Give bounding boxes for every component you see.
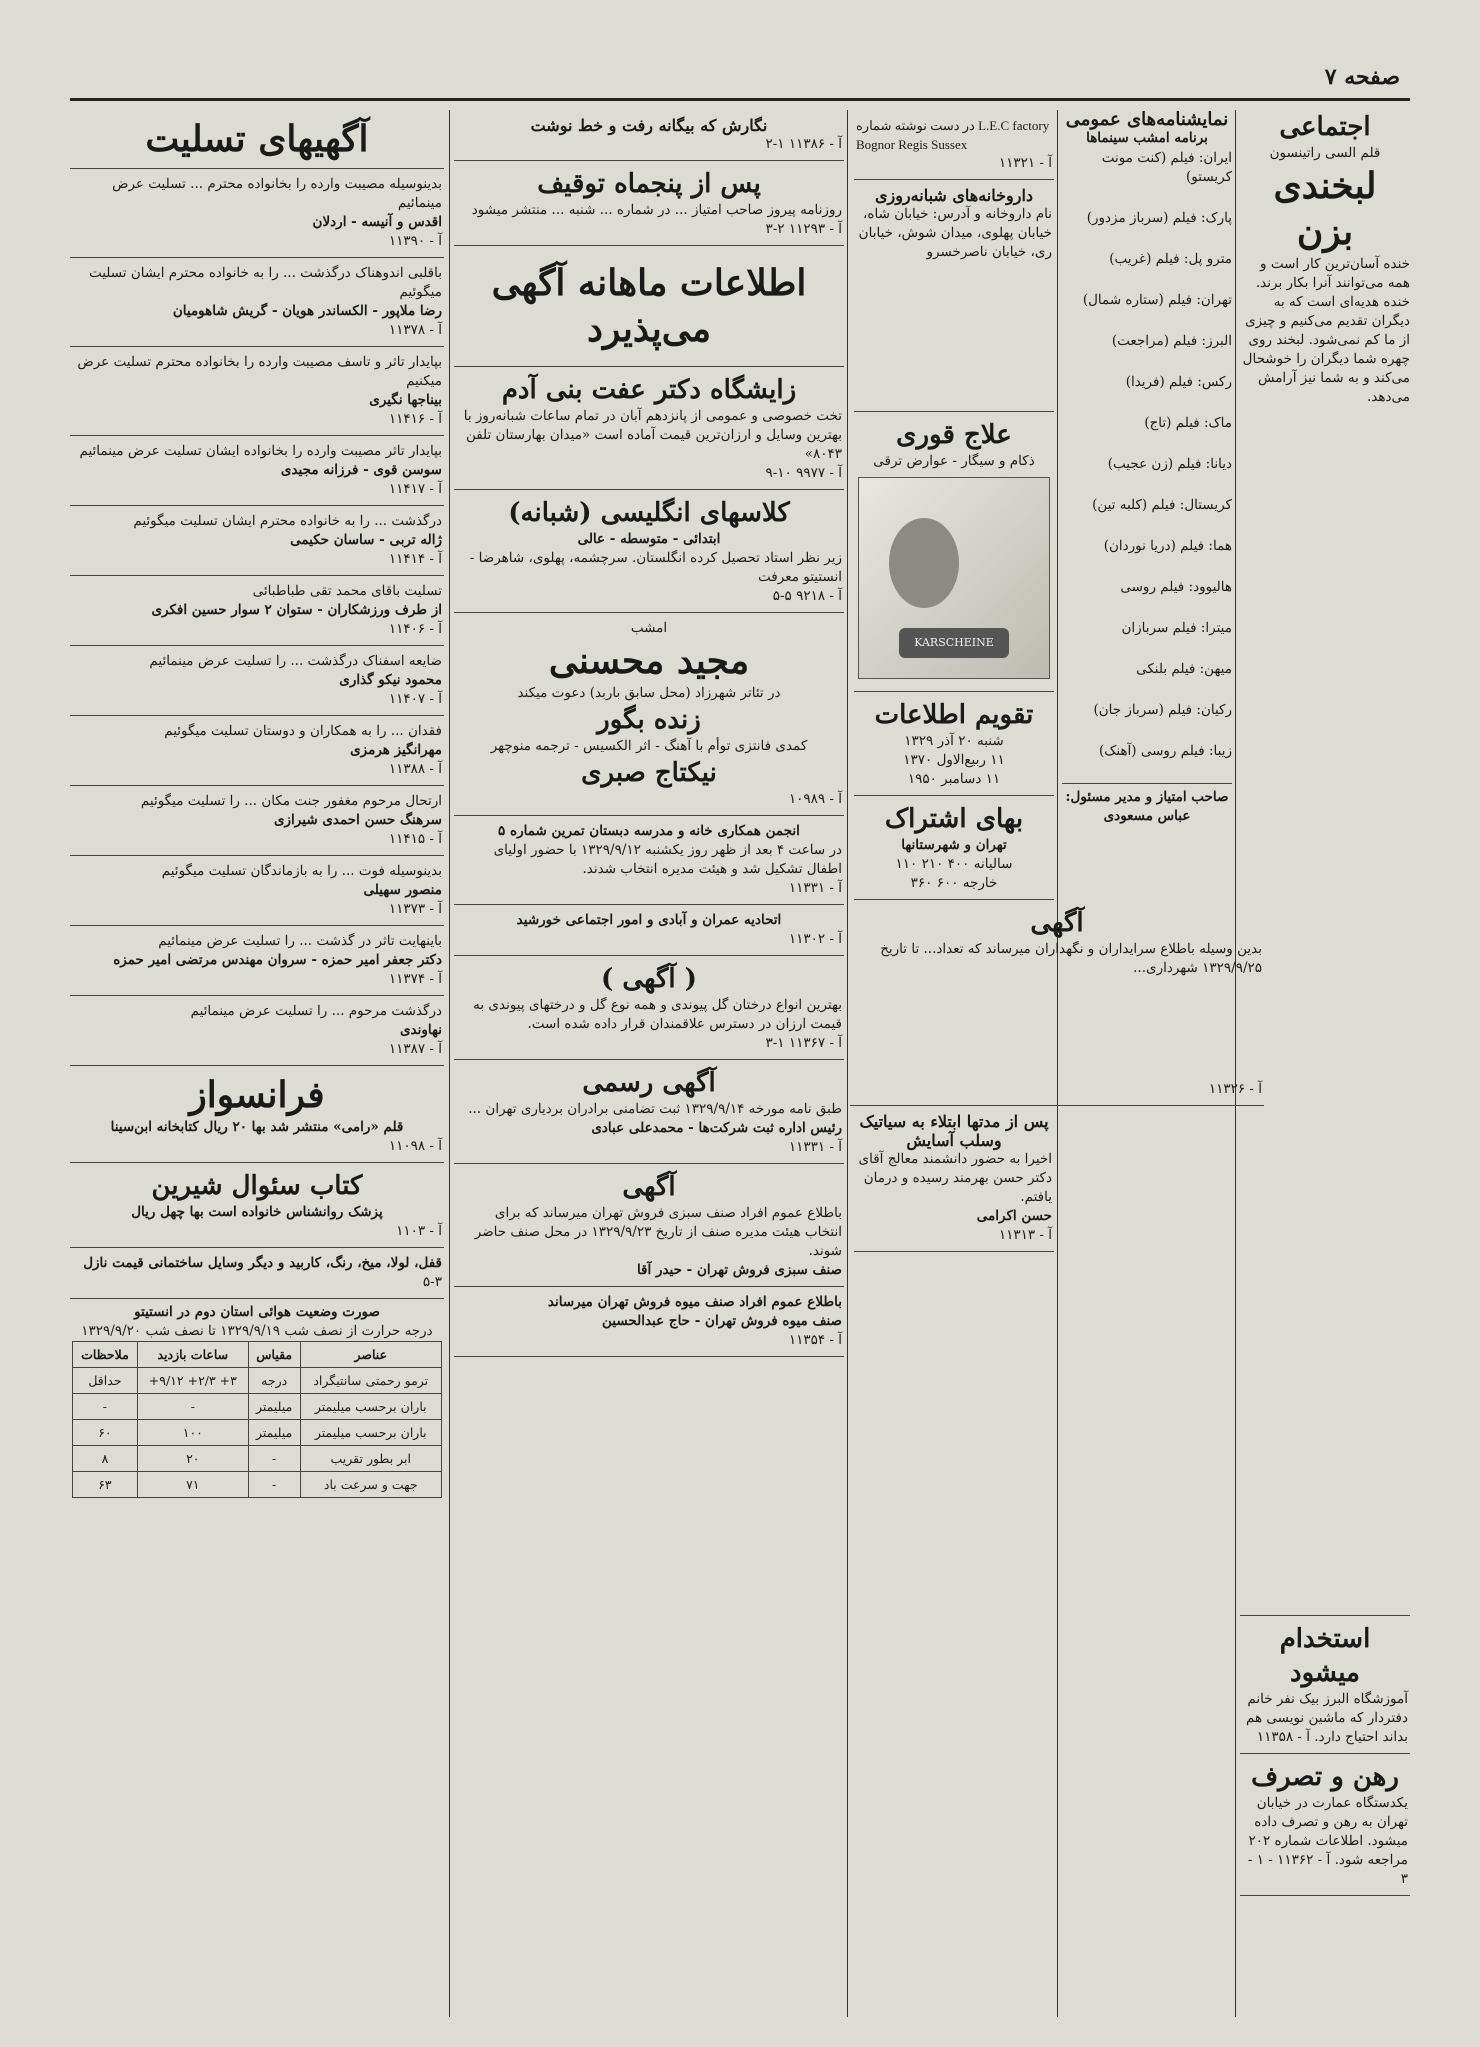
condolence-ref: آ - ۱۱۳۷۴ [388, 971, 442, 987]
weather-cell: حداقل [73, 1368, 138, 1394]
weather-header: ملاحظات [73, 1342, 138, 1368]
greengrocer-title: آگهی [622, 1172, 676, 1202]
subscription-title: بهای اشتراک [884, 804, 1024, 834]
condolence-item [70, 258, 444, 347]
pharmacy-body: نام داروخانه و آدرس: خیابان شاه، خیابان پهلوی، میدان شوش، خیابان ری، خیابان ناصرخسرو [858, 206, 1052, 260]
play-title: زنده بگور [597, 705, 701, 735]
greengrocer-ad [454, 1164, 844, 1287]
francois-body: قلم «رامی» منتشر شد بها ۲۰ ریال کتابخانه ابن‌سینا [110, 1119, 404, 1135]
hardware-ref: ۵-۳ [422, 1274, 442, 1290]
cinema-program: برنامه امشب سینماها [1086, 130, 1208, 146]
weather-row [73, 1420, 442, 1446]
english-classes [454, 490, 844, 613]
sciatica-sig: حسن اکرامی [976, 1208, 1052, 1224]
weather-table [72, 1341, 442, 1498]
cinema-item: البرز: فیلم (مراجعت) [1111, 333, 1232, 349]
condolence-text: باینهایت تاثر در گذشت ... را تسلیت عرض مینمائیم [158, 933, 442, 949]
theater-name: در تئاتر شهرزاد (محل سابق باربد) دعوت میکند [517, 685, 781, 701]
condolence-ref: آ - ۱۱۳۸۸ [388, 761, 442, 777]
cinema-section-title: نمایشنامه‌های عمومی [1065, 109, 1229, 130]
book-title: کتاب سئوال شیرین [151, 1171, 363, 1201]
book-ad [70, 1163, 444, 1248]
official-ad [454, 1060, 844, 1164]
condolence-ref: آ - ۱۱۳۸۷ [388, 1041, 442, 1057]
cinema-item: رکیان: فیلم (سرباز جان) [1093, 702, 1232, 718]
official-sig: رئیس اداره ثبت شرکت‌ها - محمدعلی عبادی [591, 1120, 842, 1136]
remedy-image [858, 477, 1050, 679]
cinema-item: ماک: فیلم (تاج) [1144, 415, 1232, 431]
notice-text: در دست نوشته شماره L.E.C factory Bognor Regis Sussex [856, 118, 1050, 152]
francois-ref: آ - ۱۱۰۹۸ [388, 1138, 442, 1154]
weather-cell: ۶۳ [73, 1472, 138, 1498]
francois-title: فرانسواز [189, 1074, 325, 1116]
hiring-title: استخدام میشود [1279, 1624, 1371, 1688]
fruit-ad [454, 1287, 844, 1357]
mortgage-title: رهن و تصرف [1251, 1762, 1399, 1792]
weather-row [73, 1472, 442, 1498]
cinema-item: هالیوود: فیلم روسی [1120, 579, 1232, 595]
condolence-text: بدینوسیله مصیبت وارده را بخانواده محترم ... تسلیت عرض مینمائیم [112, 176, 442, 211]
union-title: اتحادیه عمران و آبادی و امور اجتماعی خورشید [516, 912, 782, 928]
condolence-item [70, 926, 444, 996]
cinema-item: ایران: فیلم (کنت مونت کریستو) [1101, 150, 1232, 185]
fruit-title: باطلاع عموم افراد صنف میوه فروش تهران میرساند [547, 1294, 842, 1310]
cinema-item: کریستال: فیلم (کلبه تین) [1092, 497, 1232, 513]
subscription-rows [856, 855, 1052, 893]
condolence-list [70, 169, 444, 1066]
weather-cell: ۳+ ۲/۳+ ۹/۱۲+ [137, 1368, 248, 1394]
condolence-item [70, 716, 444, 786]
top-rule [70, 98, 1410, 101]
condolence-text: تسلیت باقای محمد تقی طباطبائی [252, 583, 442, 599]
product-pack: KARSCHEINE [899, 628, 1009, 658]
condolence-text: بپایدار تاثر و تاسف مصیبت وارده را بخانواده محترم تسلیت عرض میکنیم [77, 354, 442, 389]
notice [854, 110, 1054, 180]
cinema-list [1062, 149, 1232, 761]
condolence-text: ضایعه اسفناک درگذشت ... را تسلیت عرض مینمائیم [149, 653, 442, 669]
weather-cell: - [248, 1446, 300, 1472]
condolence-text: بپایدار تاثر مصیبت وارده را بخانواده ایشان تسلیت عرض مینمائیم [79, 443, 442, 459]
calendar [854, 692, 1054, 796]
condolence-text: درگذشت ... را به خانواده محترم ایشان تسلیت میگوئیم [133, 513, 442, 529]
condolence-signature: اقدس و آنیسه - اردلان [312, 214, 442, 230]
condolence-signature: محمود نیکو گذاری [339, 672, 442, 688]
weather-cell: ۶۰ [73, 1420, 138, 1446]
union-ref: آ - ۱۱۳۰۲ [788, 931, 842, 947]
weather-cell: میلیمتر [248, 1420, 300, 1446]
weather-header: مقیاس [248, 1342, 300, 1368]
condolence-item [70, 786, 444, 856]
book-ref: آ - ۱۱۰۳ [396, 1223, 442, 1239]
weather-cell: - [73, 1394, 138, 1420]
cinema-item: رکس: فیلم (فریدا) [1125, 374, 1232, 390]
ad-notice-body: بدین وسیله باطلاع سرایداران و نگهداران میرساند که تعداد... تا تاریخ ۱۳۲۹/۹/۲۵ شهرداری... [880, 941, 1262, 976]
trees-body: بهترین انواع درختان گل پیوندی و همه نوع گل و درختهای پیوندی به قیمت ارزان در دسترس علاقمندان قرار داده شده است. [473, 997, 842, 1032]
calendar-row: ۱۱ ربیع‌الاول ۱۳۷۰ [903, 752, 1005, 768]
weather-cell: درجه [248, 1368, 300, 1394]
suspension-body: روزنامه پیروز صاحب امتیاز ... در شماره ... شنبه ... منتشر میشود [471, 202, 842, 218]
greengrocer-sig: صنف سبزی فروش تهران - حیدر آقا [636, 1262, 842, 1278]
weather-cell: ترمو رحمتی سانتیگراد [300, 1368, 441, 1394]
english-title: کلاسهای انگلیسی (شبانه) [508, 498, 790, 528]
ad-notice-ref: آ - ۱۱۳۲۶ [1208, 1081, 1262, 1097]
condolence-signature: رضا ملاپور - الکساندر هویان - گریش شاهومیان [172, 303, 442, 319]
condolence-ref: آ - ۱۱۴۰۷ [388, 691, 442, 707]
cinema-item: میترا: فیلم سربازان [1121, 620, 1232, 636]
condolence-ref: آ - ۱۱۳۷۸ [388, 322, 442, 338]
byline: قلم السی ‌راتینسون [1269, 145, 1381, 161]
suspension-ref: آ - ۱۱۲۹۳ ۲-۳ [765, 221, 842, 237]
play-ref: آ - ۱۰۹۸۹ [788, 791, 842, 807]
monthly-banner: اطلاعات ماهانه آگهی می‌پذیرد [454, 246, 844, 367]
official-body: طبق نامه مورخه ۱۳۲۹/۹/۱۴ ثبت تضامنی برادران بردیاری تهران ... [468, 1101, 842, 1117]
condolence-signature: از طرف ورزشکاران - ستوان ۲ سوار حسین افکری [151, 602, 442, 618]
association-body: در ساعت ۴ بعد از ظهر روز یکشنبه ۱۳۲۹/۹/۱۲ با حضور اولیای اطفال تشکیل شد و هیئت مدیره انتخاب شدند. [493, 842, 842, 877]
cinema-item: دیانا: فیلم (زن عجیب) [1107, 456, 1232, 472]
cinema-item: میهن: فیلم بلنکی [1136, 661, 1232, 677]
trees-title: ( آگهی ) [601, 964, 697, 994]
weather-header: عناصر [300, 1342, 441, 1368]
book-body: پزشک روانشناس خانواده است بها چهل ریال [131, 1204, 383, 1220]
top-notice-text: نگارش که بیگانه رفت و خط نوشت [530, 116, 768, 135]
condolence-ref: آ - ۱۱۴۱۶ [388, 411, 442, 427]
hiring-text: آموزشگاه البرز بیک نفر خانم دفتردار که ماشین نویسی هم بداند احتیاج دارد. آ - ۱۱۳۵۸ [1246, 1691, 1408, 1745]
trees-ad [454, 956, 844, 1060]
weather-cell: ۲۰ [137, 1446, 248, 1472]
condolence-signature: منصور سهیلی [363, 882, 442, 898]
association-title: انجمن همکاری خانه و مدرسه دبستان تمرین شماره ۵ [498, 823, 800, 839]
weather-cell: - [137, 1394, 248, 1420]
column-social [1240, 110, 1410, 2017]
cinema-item: تهران: فیلم (ستاره شمال) [1082, 292, 1232, 308]
official-ref: آ - ۱۱۳۳۱ [788, 1139, 842, 1155]
condolence-title: آگهیهای تسلیت [70, 110, 444, 169]
weather-row [73, 1446, 442, 1472]
hardware-text: قفل، لولا، میخ، رنگ، کاربید و دیگر وسایل ساختمانی قیمت نازل [83, 1255, 442, 1271]
condolence-text: درگذشت مرحوم ... را تسلیت عرض مینمائیم [190, 1003, 442, 1019]
hardware-ad [70, 1248, 444, 1299]
column-divider [847, 110, 848, 2017]
section-title: اجتماعی [1279, 112, 1371, 142]
weather-header: ساعات بازدید [137, 1342, 248, 1368]
clinic-ref: آ - ۹۹۷۷ ۱۰-۹ [765, 465, 842, 481]
cinema-item: مترو پل: فیلم (غریب) [1109, 251, 1232, 267]
notice-ref: آ - ۱۱۳۲۱ [998, 155, 1052, 171]
condolence-ref: آ - ۱۱۴۱۴ [388, 551, 442, 567]
cinema-item: پارک: فیلم (سرباز مزدور) [1086, 210, 1232, 226]
pharmacies [854, 180, 1054, 412]
english-levels: ابتدائی - متوسطه - عالی [577, 531, 721, 547]
condolence-signature: دکتر جعفر امیر حمزه - سروان مهندس مرتضی امیر حمزه [113, 952, 442, 968]
ad-sciatica [854, 1106, 1054, 1252]
weather-row [73, 1394, 442, 1420]
cinema-item: زیبا: فیلم روسی (آهنک) [1098, 743, 1232, 759]
comedy-name: نیکتاج صبری [581, 758, 717, 788]
sciatica-title: پس از مدتها ابتلاء به سیاتیک وسلب آسایش [859, 1112, 1049, 1150]
condolence-signature: بیناجها نگیری [369, 392, 442, 408]
remedy-body: ذکام و سیگار - عوارض ترقی [873, 453, 1035, 469]
condolence-item [70, 646, 444, 716]
weather-cell: باران برحسب میلیمتر [300, 1394, 441, 1420]
condolence-text: باقلبی اندوهناک درگذشت ... را به خانواده محترم ایشان تسلیت میگوئیم [88, 265, 442, 300]
condolence-item [70, 347, 444, 436]
condolence-ref: آ - ۱۱۴۰۶ [388, 621, 442, 637]
ad-notice [850, 900, 1264, 1106]
subscription-row: خارجه ۶۰۰ ۳۶۰ [910, 875, 998, 891]
fruit-sig: صنف میوه فروش تهران - حاج عبدالحسین [601, 1313, 842, 1329]
calendar-title: تقویم اطلاعات [874, 700, 1034, 730]
performer-name: مجید محسنی [548, 640, 750, 682]
weather-cell: - [248, 1472, 300, 1498]
face-illustration [889, 518, 959, 608]
association-ref: آ - ۱۱۳۳۱ [788, 880, 842, 896]
condolence-signature: مهرانگیز هرمزی [350, 742, 442, 758]
condolence-text: ارتحال مرحوم مغفور جنت مکان ... را تسلیت میگوئیم [140, 793, 442, 809]
column-condolences [70, 110, 444, 2017]
subscription-subtitle: تهران و شهرستانها [901, 837, 1007, 853]
condolence-item [70, 436, 444, 506]
ad-mortgage [1240, 1754, 1410, 1896]
clinic-body: تخت خصوصی و عمومی از پانزدهم آبان در تمام ساعات شبانه‌روز با بهترین وسایل و ارزان‌ترین قیمت آماده است «میدان بهارستان تلفن ۸۰۴۳» [463, 408, 842, 462]
page-number: صفحه ۷ [1324, 64, 1400, 90]
article-body: خنده آسان‌ترین کار است و همه می‌توانند آنرا بکار برند. خنده هدیه‌ای است که به دیگران تقدیم می‌کنیم و چیزی از ما کم نمی‌شود. لبخند روی چهره شما دیگران را خوشحال می‌کند و به شما نیز آرامش می‌دهد. [1242, 256, 1410, 405]
calendar-row: ۱۱ دسامبر ۱۹۵۰ [907, 771, 1001, 787]
trees-ref: آ - ۱۱۳۶۷ ۱-۳ [765, 1035, 842, 1051]
condolence-item [70, 996, 444, 1066]
pharmacy-title: داروخانه‌های شبانه‌روزی [874, 186, 1034, 205]
clinic-ad [454, 367, 844, 490]
subscription [854, 796, 1054, 900]
subscription-row: سالیانه ۴۰۰ ۲۱۰ ۱۱۰ [895, 856, 1013, 872]
weather-cell: ۱۰۰ [137, 1420, 248, 1446]
clinic-title: زایشگاه دکتر عفت بنی آدم [501, 375, 797, 405]
condolence-ref: آ - ۱۱۴۱۵ [388, 831, 442, 847]
weather-cell: جهت و سرعت باد [300, 1472, 441, 1498]
weather-report [70, 1299, 444, 1502]
condolence-text: بدینوسیله فوت ... را به بازماندگان تسلیت میگوئیم [161, 863, 442, 879]
remedy-title: علاج قوری [896, 420, 1012, 450]
english-body: زیر نظر استاد تحصیل کرده انگلستان. سرچشمه، پهلوی، شاهرضا - انستیتو معرفت [469, 550, 842, 585]
condolence-item [70, 506, 444, 576]
theater-ad [454, 613, 844, 816]
weather-cell: ۸ [73, 1446, 138, 1472]
union-ad [454, 905, 844, 956]
calendar-row: شنبه ۲۰ آذر ۱۳۲۹ [904, 733, 1004, 749]
cinema-item: هما: فیلم (دریا نوردان) [1103, 538, 1232, 554]
condolence-ref: آ - ۱۱۳۷۳ [388, 901, 442, 917]
condolence-signature: سوسن قوی - فرزانه مجیدی [280, 462, 442, 478]
sciatica-body: اخیرا به حضور دانشمند معالج آقای دکتر حسن بهرمند رسیده و درمان یافتم. [858, 1151, 1052, 1205]
condolence-ref: آ - ۱۱۳۹۰ [388, 233, 442, 249]
fruit-ref: آ - ۱۱۳۵۴ [788, 1332, 842, 1348]
condolence-signature: نهاوندی [399, 1022, 442, 1038]
column-ads-center [454, 110, 844, 2017]
association-ad [454, 816, 844, 905]
weather-cell: باران برحسب میلیمتر [300, 1420, 441, 1446]
condolence-text: فقدان ... را به همکاران و دوستان تسلیت میگوئیم [164, 723, 442, 739]
weather-row [73, 1368, 442, 1394]
condolence-signature: ژاله تربی - ساسان حکیمی [290, 532, 442, 548]
play-subtitle: کمدی فانتزی توأم با آهنگ - اثر الکسیس - ترجمه منوچهر [490, 738, 808, 754]
condolence-item [70, 169, 444, 258]
ad-hiring [1240, 1615, 1410, 1754]
condolence-signature: سرهنگ حسن احمدی شیرازی [273, 812, 442, 828]
suspension [454, 161, 844, 246]
english-ref: آ - ۹۲۱۸ ۵-۵ [772, 588, 842, 604]
ad-remedy [854, 412, 1054, 692]
theater-tonight: امشب [630, 620, 668, 636]
article-title: لبخندی بزن [1273, 165, 1377, 253]
weather-title: صورت وضعیت هوائی استان دوم در انستیتو [134, 1304, 380, 1320]
weather-cell: میلیمتر [248, 1394, 300, 1420]
greengrocer-body: باطلاع عموم افراد صنف سبزی فروش تهران میرساند که برای انتخاب هیئت مدیره صنف از تاریخ ۱۳۲۹/۹/۲۳ در محل صنف حاضر شوند. [474, 1205, 842, 1259]
francois-ad [70, 1066, 444, 1163]
condolence-ref: آ - ۱۱۴۱۷ [388, 481, 442, 497]
condolence-item [70, 856, 444, 926]
weather-cell: ابر بطور تقریب [300, 1446, 441, 1472]
ad-notice-title: آگهی [1030, 908, 1084, 938]
calendar-rows [856, 732, 1052, 789]
suspension-title: پس از پنجماه توقیف [537, 169, 761, 199]
top-notice [454, 110, 844, 161]
condolence-item [70, 576, 444, 646]
weather-cell: ۷۱ [137, 1472, 248, 1498]
publisher-footer: صاحب امتیاز و مدیر مسئول: عباس مسعودی [1062, 783, 1232, 826]
mortgage-text: یکدستگاه عمارت در خیابان تهران به رهن و تصرف داده میشود. اطلاعات شماره ۲۰۲ مراجعه شود. آ - ۱۱۳۶۲ - ۱ - ۳ [1247, 1795, 1408, 1887]
sciatica-ref: آ - ۱۱۳۱۳ [998, 1227, 1052, 1243]
top-notice-ref: آ - ۱۱۳۸۶ ۱-۲ [765, 136, 842, 152]
column-divider [449, 110, 450, 2017]
weather-subtitle: درجه حرارت از نصف شب ۱۳۲۹/۹/۱۹ تا نصف شب ۱۳۲۹/۹/۲۰ [81, 1323, 433, 1339]
official-title: آگهی رسمی [582, 1068, 716, 1098]
